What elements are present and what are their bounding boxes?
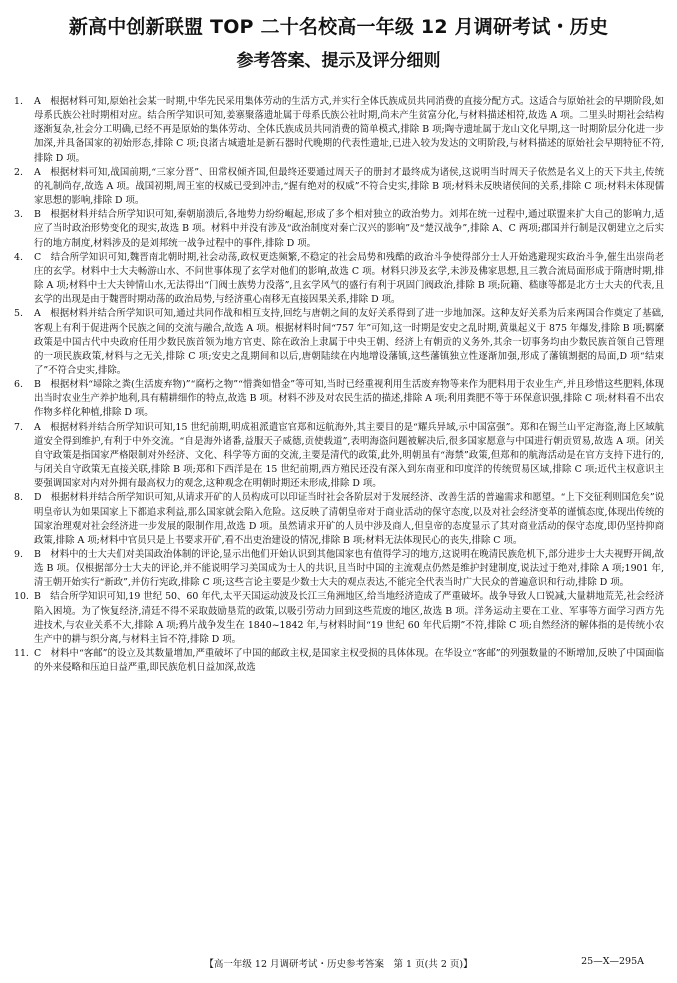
answer-number: 10. xyxy=(14,591,29,603)
answer-number: 6. xyxy=(14,379,23,391)
answer-item-6 xyxy=(14,378,664,420)
answer-number: 5. xyxy=(14,308,23,320)
answer-number: 1. xyxy=(14,96,23,107)
answer-item-8 xyxy=(14,491,664,548)
answer-item-7 xyxy=(14,421,664,492)
answer-text: A 根据材料并结合所学知识可知,15 世纪前期,明成祖派遣宦官郑和远航海外,其主要目的是“耀兵异域,示中国富强”。郑和在锡兰山平定海盗,海上区域航道安全得到维护,有利于中外交流。“自是海外诸番,益服天子威德,贡使载道”,表明海盗问题被解决后,很多国家愿意与中国进行朝贡贸易,故选 A 项。闭关自守政策是指国家严格限制对外经济、文化、科学等方面的交流,主要是清代的政策,此外,明朝虽有“海禁”政策,但郑和的航海活动是在官方支持下进行的,与闭关自守政策无直接关联,排除 B 项;郑和下西洋是在 15 世纪前期,西方殖民还没有深入到东南亚和印度洋的传统贸易区域,排除 C 项;近代主权意识主要强调国家对内对外拥有最高权力的观念,这种观念在明朝时期还未形成,排除 D 项。 xyxy=(34,421,664,490)
answer-item-10 xyxy=(14,590,664,647)
answer-number: 9. xyxy=(14,549,23,560)
answer-item-9 xyxy=(14,548,664,590)
answer-item-3 xyxy=(14,208,664,250)
answer-text: B 结合所学知识可知,19 世纪 50、60 年代,太平天国运动波及长江三角洲地区,给当地经济造成了严重破坏。战争导致人口锐减,大量耕地荒芜,社会经济陷入困境。为了恢复经济,清廷不得不采取鼓励垦荒的政策,以吸引劳动力回到这些荒废的地区,故选 B 项。洋务运动主要在工业、军事等方面学习西方先进技术,与农业关系不大,排除 A 项;鸦片战争发生在 1840~1842 年,与材料时间“19 世纪 60 年代后期”不符,排除 C 项;自然经济的解体指的是传统小农生产中的耕与织分离,与材料主旨不符,排除 D 项。 xyxy=(34,591,664,645)
page-footer xyxy=(0,956,677,972)
answer-item-11 xyxy=(14,647,664,675)
answer-item-4 xyxy=(14,251,664,308)
answer-text: A 根据材料可知,战国前期,“三家分晋”、田常权倾齐国,但最终还要通过周天子的册封才最终成为诸侯,这说明当时周天子依然是名义上的天下共主,传统的礼制尚存,故选 A 项。战国初期,周王室的权威已受到冲击,“握有绝对的权威”不符合史实,排除 B 项;材料未反映诸侯间的关系,排除 C 项;材料未体现儒家思想的影响,排除 D 项。 xyxy=(34,166,664,207)
footer-doc-code: 25—X—295A xyxy=(581,956,644,967)
answer-number: 4. xyxy=(14,251,23,263)
answer-text: D 根据材料并结合所学知识可知,从请求开矿的人员构成可以印证当时社会各阶层对于发展经济、改善生活的普遍需求和愿望。“上下交征利则国危矣”说明皇帝认为如果国家上下都追求利益,那么国家就会陷入危险。这反映了清朝皇帝对于商业活动的保守态度,以及对社会经济变革的谨慎态度,体现出传统的国家治理观对社会经济进一步发展的限制作用,故选 D 项。虽然请求开矿的人员中涉及商人,但皇帝的态度显示了其对商业活动的保守态度,即仍坚持抑商政策,排除 A 项;材料中官员只是上书要求开矿,看不出吏治建设的情况,排除 B 项;材料无法体现民心的丧失,排除 C 项。 xyxy=(34,492,664,546)
answer-number: 3. xyxy=(14,209,23,221)
answer-item-5 xyxy=(14,307,664,378)
answer-text: A 根据材料可知,原始社会某一时期,中华先民采用集体劳动的生活方式,并实行全体氏族成员共同消费的直接分配方式。这适合与原始社会的早期阶段,如母系氏族公社时期相对应。结合所学知识可知,姜寨聚落遗址属于母系氏族公社时期,尚未产生贫富分化,与材料描述相符,故选 A 项。二里头时期社会结构逐渐复杂,社会分工明确,已经不再是原始的集体劳动、全体氏族成员共同消费的简单模式,排除 B 项;陶寺遗址属于龙山文化早期,这一时期阶层分化进一步加深,并具备国家的初始形态,排除 C 项;良渚古城遗址是新石器时代晚期的代表性遗址,已进入较为发达的文明阶段,与材料描述的原始社会早期特征不符,排除 D 项。 xyxy=(34,96,664,164)
answer-list xyxy=(14,95,664,950)
answer-text: B 根据材料“埽除之粪(生活废弃物)”“腐朽之物”“惜粪如惜金”等可知,当时已经重视利用生活废弃物等来作为肥料用于农业生产,并且珍惜这些肥料,体现出当时农业生产养护地利,具有精耕细作的特点,故选 B 项。材料不涉及对农民生活的描述,排除 A 项;利用粪肥不等于环保意识强,排除 C 项;材料看不出农作物多样化种植,排除 D 项。 xyxy=(34,379,664,419)
answer-text: C 材料中“客邮”的设立及其数量增加,严重破坏了中国的邮政主权,是国家主权受损的具体体现。在华设立“客邮”的列强数量的不断增加,反映了中国面临的外来侵略和压迫日益严重,即民族危机日益加深,故选 xyxy=(34,648,664,674)
answer-item-1 xyxy=(14,95,664,166)
page-subtitle: 参考答案、提示及评分细则 xyxy=(236,51,441,71)
answer-text: B 材料中的士大夫们对美国政治体制的评论,显示出他们开始认识到其他国家也有值得学习的地方,这说明在晚清民族危机下,部分进步士大夫视野开阔,故选 B 项。仅根据部分士大夫的评论,并不能说明学习美国成为士人的共识,且当时中国的主流观点仍然是维护封建制度,说法过于绝对,排除 A 项;1901 年,清王朝开始实行“新政”,并仿行宪政,排除 C 项;这些言论主要是少数士大夫的观点表达,不能完全代表当时广大民众的普遍意识和行动,排除 D 项。 xyxy=(34,549,664,589)
answer-number: 8. xyxy=(14,492,23,504)
footer-page-info: 【高一年级 12 月调研考试・历史参考答案 第 1 页(共 2 页)】 xyxy=(204,959,473,970)
page-title: 新高中创新联盟 TOP 二十名校高一年级 12 月调研考试・历史 xyxy=(68,16,609,38)
answer-number: 7. xyxy=(14,421,23,433)
answer-number: 11. xyxy=(14,648,29,660)
answer-item-2 xyxy=(14,166,664,208)
answer-text: C 结合所学知识可知,魏晋南北朝时期,社会动荡,政权更迭频繁,不稳定的社会局势和残酷的政治斗争使得部分士人开始逃避现实政治斗争,催生出崇尚老庄的玄学。材料中士大夫畅游山水、不问世事体现了玄学对他们的影响,故选 C 项。材料只涉及玄学,未涉及佛家思想,且三教合流局面形成于隋唐时期,排除 A 项;材料中士大夫钟情山水,无法得出“门阀士族势力没落”,且玄学风气的盛行有利于巩固门阀政治,排除 B 项;阮籍、嵇康等都是北方士大夫的代表,且玄学的出现是由于魏晋时期动荡的政治局势,与经济重心南移无直接因果关系,排除 D 项。 xyxy=(34,251,664,306)
answer-text: B 根据材料并结合所学知识可知,秦朝崩溃后,各地势力纷纷崛起,形成了多个相对独立的政治势力。刘邦在统一过程中,通过联盟来扩大自己的影响力,适应了当时政治形势变化的现实,故选 B 项。材料中并没有涉及“政治制度对秦亡汉兴的影响”及“楚汉战争”,排除 A、C 两项;郡国并行制是汉朝建立之后实行的地方制度,材料涉及的是刘邦统一战争过程中的事件,排除 D 项。 xyxy=(34,209,664,249)
answer-text: A 根据材料并结合所学知识可知,通过共同作战和相互支持,回纥与唐朝之间的友好关系得到了进一步地加深。这种友好关系为后来两国合作奠定了基础,客观上有利于促进两个民族之间的交流与融合,故选 A 项。根据材料时间“757 年”可知,这一时期是安史之乱时期,黄巢起义于 875 年爆发,排除 B 项;羁縻政策是中国古代中央政府任用少数民族首领为地方官吏、除在政治上隶属于中央王朝、经济上有朝贡的义务外,其余一切事务均由少数民族首领自己管理的一项民族政策,材料与之无关,排除 C 项;安史之乱期间和以后,唐朝陆续在内地增设藩镇,这些藩镇独立性逐渐加强,形成了藩镇割据的局面,D 项“结束了”不符合史实,排除。 xyxy=(34,308,664,376)
answer-number: 2. xyxy=(14,166,23,178)
